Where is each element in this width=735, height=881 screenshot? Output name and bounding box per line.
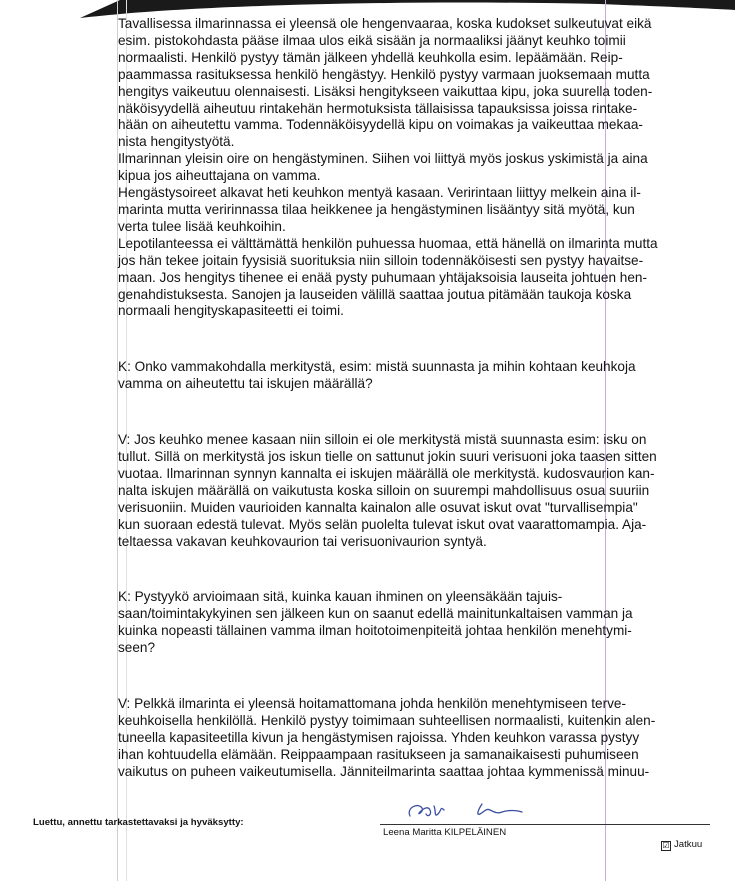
text-line: hengitys vaikeutuu olennaisesti. Lisäksi hengitykseen vaikuttaa kipu, joka suurella toden- (118, 83, 653, 99)
text-line: genahdistuksesta. Sanojen ja lauseiden välillä saattaa joutua pitämään taukoja koska (118, 286, 632, 302)
continues-label: Jatkuu (674, 839, 703, 850)
text-line: näköisyydellä aiheutuu rintakehän hermotuksista tällaisissa tapauksissa joissa rintake- (118, 100, 638, 116)
text-line: jos hän tekee joitain fyysisiä suorituksia niin silloin todennäköisesti sen pystyy havaitse- (118, 252, 644, 268)
paragraph-0 (118, 16, 710, 151)
paragraph-gap (118, 550, 710, 589)
text-line: keuhkoisella henkilöllä. Henkilö pystyy toimimaan suhteellisen normaalisti, kuitenkin alen- (118, 713, 656, 728)
text-line: verta tulee lisää keuhkoihin. (118, 218, 286, 234)
paragraph-gap (118, 393, 710, 432)
text-line: Ilmarinnan yleisin oire on hengästyminen. Siihen voi liittyä myös joskus yskimistä ja aina (118, 151, 648, 167)
paragraph-gap (118, 657, 710, 696)
text-line: V: Jos keuhko menee kasaan niin silloin ei ole merkitystä mistä suunnasta esim: isku on (118, 432, 647, 448)
text-line: vaikutus on puheen vaikeutumisella. Jänniteilmarinta saattaa johtaa kymmenissä minuu- (118, 763, 650, 779)
text-line: normaali hengityskapasiteetti ei toimi. (118, 303, 344, 319)
text-line: Hengästysoireet alkavat heti keuhkon mentyä kasaan. Veririntaan liittyy melkein aina il- (118, 185, 641, 201)
checkbox-icon: ☑ (662, 841, 670, 850)
text-line: seen? (118, 640, 156, 656)
answer-2 (118, 696, 710, 781)
statement-body (118, 16, 710, 781)
review-approval-label: Luettu, annettu tarkastettavaksi ja hyväksytty: (33, 817, 244, 828)
text-line: hään on aiheutettu vamma. Todennäköisyydellä kipu on voimakas ja vaikeuttaa mekaa- (118, 117, 643, 133)
text-line: esim. pistokohdasta pääse ilmaa ulos eikä sisään ja normaaliksi jäänyt keuhko toimii (118, 32, 626, 48)
text-line: marinta mutta veririnnassa tilaa heikkenee ja hengästyminen lisääntyy sitä myötä, kun (118, 201, 635, 217)
paragraph-2 (118, 185, 710, 236)
text-line: kipua jos aiheuttajana on vamma. (118, 168, 321, 184)
text-line: kun suoraan edestä tulevat. Myös selän puolelta tulevat iskut ovat vaarattomampia. Aja- (118, 516, 647, 532)
text-line: teltaessa vakavan keuhkovaurion tai verisuonivaurion syntyä. (118, 533, 487, 549)
paragraph-1 (118, 151, 710, 185)
text-line: Tavallisessa ilmarinnassa ei yleensä ole hengenvaaraa, koska kudokset sulkeutuvat eikä (118, 16, 652, 31)
text-line: saan/toimintakykyinen sen jälkeen kun on saanut edellä mainitunkaltaisen vamman ja (118, 606, 633, 622)
text-line: verisuoniin. Muiden vaurioiden kannalta kainalon alle osuvat iskut ovat "turvallisempia" (118, 499, 638, 515)
text-line: kuinka nopeasti tällainen vamma ilman hoitotoimenpiteitä johtaa henkilön menehtymi- (118, 623, 632, 639)
text-line: Lepotilanteessa ei välttämättä henkilön puhuessa huomaa, että hänellä on ilmarinta mutta (118, 235, 658, 251)
text-line: nalta iskujen määrällä on vaikutusta koska silloin on suurempi mahdollisuus osua suuriin (118, 482, 650, 498)
text-line: tullut. Sillä on merkitystä jos iskun tielle on sattunut jokin suuri verisuoni joka taasen sitten (118, 449, 657, 465)
text-line: K: Pystyykö arvioimaan sitä, kuinka kauan ihminen on yleensäkään tajuis- (118, 589, 563, 605)
text-line: paammassa rasituksessa henkilö hengästyy. Henkilö pystyy varmaan juoksemaan mutta (118, 66, 650, 82)
text-line: maan. Jos hengitys tihenee ei enää pysty puhumaan yhtäjaksoisia lauseita johtuen hen- (118, 269, 647, 285)
continues-indicator (661, 839, 702, 851)
signer-name: Leena Maritta KILPELÄINEN (383, 827, 507, 838)
signature-line (380, 824, 710, 825)
answer-1 (118, 432, 710, 550)
text-line: normaalisti. Henkilö pystyy tämän jälkeen yhdellä keuhkolla esim. lepäämään. Reip- (118, 49, 623, 65)
handwritten-signature (398, 796, 528, 824)
text-line: tuneella kapasiteetilla kivun ja hengästymisen rajoissa. Yhden keuhkon varassa pystyy (118, 729, 640, 745)
question-1 (118, 359, 710, 393)
text-line: V: Pelkkä ilmarinta ei yleensä hoitamattomana johda henkilön menehtymiseen terve- (118, 696, 627, 712)
text-line: K: Onko vammakohdalla merkitystä, esim: mistä suunnasta ja mihin kohtaan keuhkoja (118, 359, 636, 375)
paragraph-3 (118, 236, 710, 321)
text-line: nista hengitystyötä. (118, 134, 235, 150)
text-line: vuotaa. Ilmarinnan synnyn kannalta ei iskujen määrällä ole merkitystä. kudosvaurion kan- (118, 465, 655, 481)
paragraph-gap (118, 320, 710, 359)
question-2 (118, 589, 710, 657)
text-line: vamma on aiheutettu tai iskujen määrällä? (118, 376, 373, 392)
text-line: ihan kohtuudella elämään. Reippaampaan rasitukseen ja samanaikaisesti puhumiseen (118, 746, 639, 762)
